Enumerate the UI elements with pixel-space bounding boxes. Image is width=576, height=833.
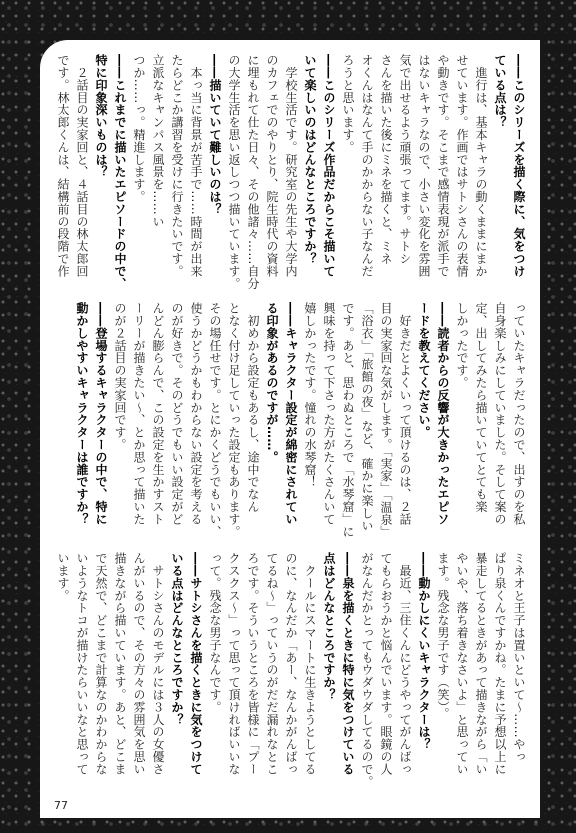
- answer-text-line: っていたキャラだったので、出すのを私: [512, 302, 526, 526]
- answer-text-line: はないキャラなので、小さい変化を雰囲: [417, 54, 431, 278]
- answer-text-line: てもらおうかと悩んでいます。眼鏡の人: [379, 552, 393, 776]
- answer-text-line: います。: [56, 552, 70, 602]
- question-heading-line: ――このシリーズ作品だからこそ描いて: [322, 54, 336, 278]
- answer-text-line: です。あと、思わぬところで「水琴窟」に: [341, 302, 355, 538]
- answer-text-line: いようなトコが描けたらいいなと思って: [75, 552, 89, 776]
- answer-text-line: 「浴衣」「旅館の夜」など、確かに楽しい: [360, 302, 374, 532]
- question-heading-line: 動かしやすいキャラクターは誰ですか？: [75, 302, 89, 526]
- answer-text-line: 暴走してるときがあって描きながら「い: [474, 552, 488, 776]
- answer-text-line: のカフェでのやりとり、院生時代の資料: [265, 54, 279, 278]
- text-band-top: [56, 54, 528, 294]
- question-heading-line: ている点は？: [493, 54, 507, 129]
- answer-text-line: ぱり泉くんですかね。たまに予想以上に: [493, 552, 507, 776]
- question-heading-line: 特に印象深いものは？: [94, 54, 108, 178]
- answer-text-line: クールにスマートに生きようとしてる: [303, 552, 317, 776]
- page-number: 77: [54, 799, 68, 812]
- question-heading-line: ードを教えてください。: [417, 302, 431, 439]
- question-heading-line: いて楽しいのはどんなところですか？: [303, 54, 317, 265]
- answer-text-line: 描きながら描いています。あと、どこま: [113, 552, 127, 776]
- text-band-middle: [56, 302, 528, 542]
- answer-text-line: 興味を持って下さった方がたくさんいて: [322, 302, 336, 526]
- answer-text-line: ます。残念な男子です（笑）。: [436, 552, 450, 720]
- answer-text-line: で天然で、どこまで計算なのかわからな: [94, 552, 108, 776]
- answer-text-line: 最近、三住くんにどうやってがんばっ: [398, 552, 412, 776]
- answer-text-line: 学校生活です。研究室の先生や大学内: [284, 54, 298, 278]
- answer-text-line: 目の実家回な気がします。「実家」「温泉」: [379, 302, 393, 538]
- answer-text-line: んがいるので、その方々の雰囲気を思い: [132, 552, 146, 776]
- question-heading-line: ――これまでに描いたエピソードの中で、: [113, 54, 127, 290]
- answer-text-line: てるね～」っていうのがだだ漏れなとこ: [265, 552, 279, 776]
- answer-text-line: ーリーが描きたい～、とか思って描いた: [132, 302, 146, 526]
- answer-text-line: 使うかどうかもわからない設定を考える: [189, 302, 203, 526]
- question-heading-line: ――動かしにくいキャラクターは？: [417, 552, 431, 751]
- answer-text-line: 自身楽しみにしていました。そして案の: [493, 302, 507, 526]
- answer-text-line: つか……っ。精進します。: [132, 54, 146, 203]
- question-heading-line: ――キャラクター設定が綿密にされてい: [284, 302, 298, 526]
- question-heading-line: ――このシリーズを描く際に、気をつけ: [512, 54, 526, 278]
- answer-text-line: せています。作画ではサトシさんの表情: [455, 54, 469, 278]
- question-heading-line: ――泉を描くときに特に気をつけている: [341, 552, 355, 776]
- answer-text-line: ２話目の実家回と、４話目の林太郎回: [75, 54, 89, 278]
- question-heading-line: る印象があるのですが……。: [265, 302, 279, 464]
- answer-text-line: 立派なキャンパス風景を……い: [151, 54, 165, 228]
- answer-text-line: たらどこか講習を受けに行きたいです。: [170, 54, 184, 278]
- text-page: [40, 40, 540, 818]
- answer-text-line: ろうと思います。: [341, 54, 355, 154]
- answer-text-line: 気で出せるよう頑張ってます。サトシ: [398, 54, 412, 265]
- answer-text-line: って。残念な男子なんです。: [208, 552, 222, 714]
- answer-text-line: サトシさんのモデルには３人の女優さ: [151, 552, 165, 776]
- answer-text-line: しかったです。: [455, 302, 469, 389]
- answer-text-line: のが好きで。そのどうでもいい設定がど: [170, 302, 184, 526]
- answer-text-line: その場任せです。とにかくどうでもいい、: [208, 302, 222, 538]
- question-heading-line: ――描いていて難しいのは？: [208, 54, 222, 216]
- answer-text-line: 嬉しかったです。憧れの水琴窟！: [303, 302, 317, 488]
- question-heading-line: いる点はどんなところですか？: [170, 552, 184, 726]
- answer-text-line: に埋もれて仕た日々、その他諸々……自分: [246, 54, 260, 290]
- answer-text-line: クスクス～」って思って頂ければいいな: [227, 552, 241, 776]
- text-band-bottom: [56, 552, 528, 792]
- answer-text-line: です。林太郎くんは、結構前の段階で作: [56, 54, 70, 278]
- answer-text-line: 本っ当に背景が苦手で……時間が出来: [189, 54, 203, 278]
- answer-text-line: 進行は、基本キャラの動くままにまか: [474, 54, 488, 278]
- answer-text-line: の大学生活を思い返しつつ描いています。: [227, 54, 241, 290]
- answer-text-line: のに、なんだか「あー、なんかがんばっ: [284, 552, 298, 776]
- question-heading-line: ――サトシさんを描くときに気をつけて: [189, 552, 203, 776]
- answer-text-line: や動きです。そこまで感情表現が派手で: [436, 54, 450, 278]
- answer-text-line: 好きだとよくいって頂けるのは、２話: [398, 302, 412, 526]
- answer-text-line: んどん膨らんで、この設定を生かすスト: [151, 302, 165, 526]
- answer-text-line: のが２話目の実家回です。: [113, 302, 127, 451]
- answer-text-line: がなんだかとってもウダウダしてるので。: [360, 552, 374, 788]
- answer-text-line: 定、出してみたら描いていてとても楽: [474, 302, 488, 513]
- answer-text-line: ミネオと王子は置いといて～……やっ: [512, 552, 526, 763]
- answer-text-line: ろです。そういうところを皆様に「プー: [246, 552, 260, 776]
- question-heading-line: 点はどんなところですか？: [322, 552, 336, 701]
- answer-text-line: となく付け足していった設定もあります。: [227, 302, 241, 538]
- answer-text-line: オくんはなんて手のかからない子なんだ: [360, 54, 374, 278]
- question-heading-line: ――登場するキャラクターの中で、特に: [94, 302, 108, 526]
- answer-text-line: さんを描いた後にミネを描くと、ミネ: [379, 54, 393, 265]
- answer-text-line: やいや、落ち着きなさいよ」と思ってい: [455, 552, 469, 776]
- question-heading-line: ――読者からの反響が大きかったエピソ: [436, 302, 450, 526]
- answer-text-line: 初めから設定もあるし、途中でなん: [246, 302, 260, 513]
